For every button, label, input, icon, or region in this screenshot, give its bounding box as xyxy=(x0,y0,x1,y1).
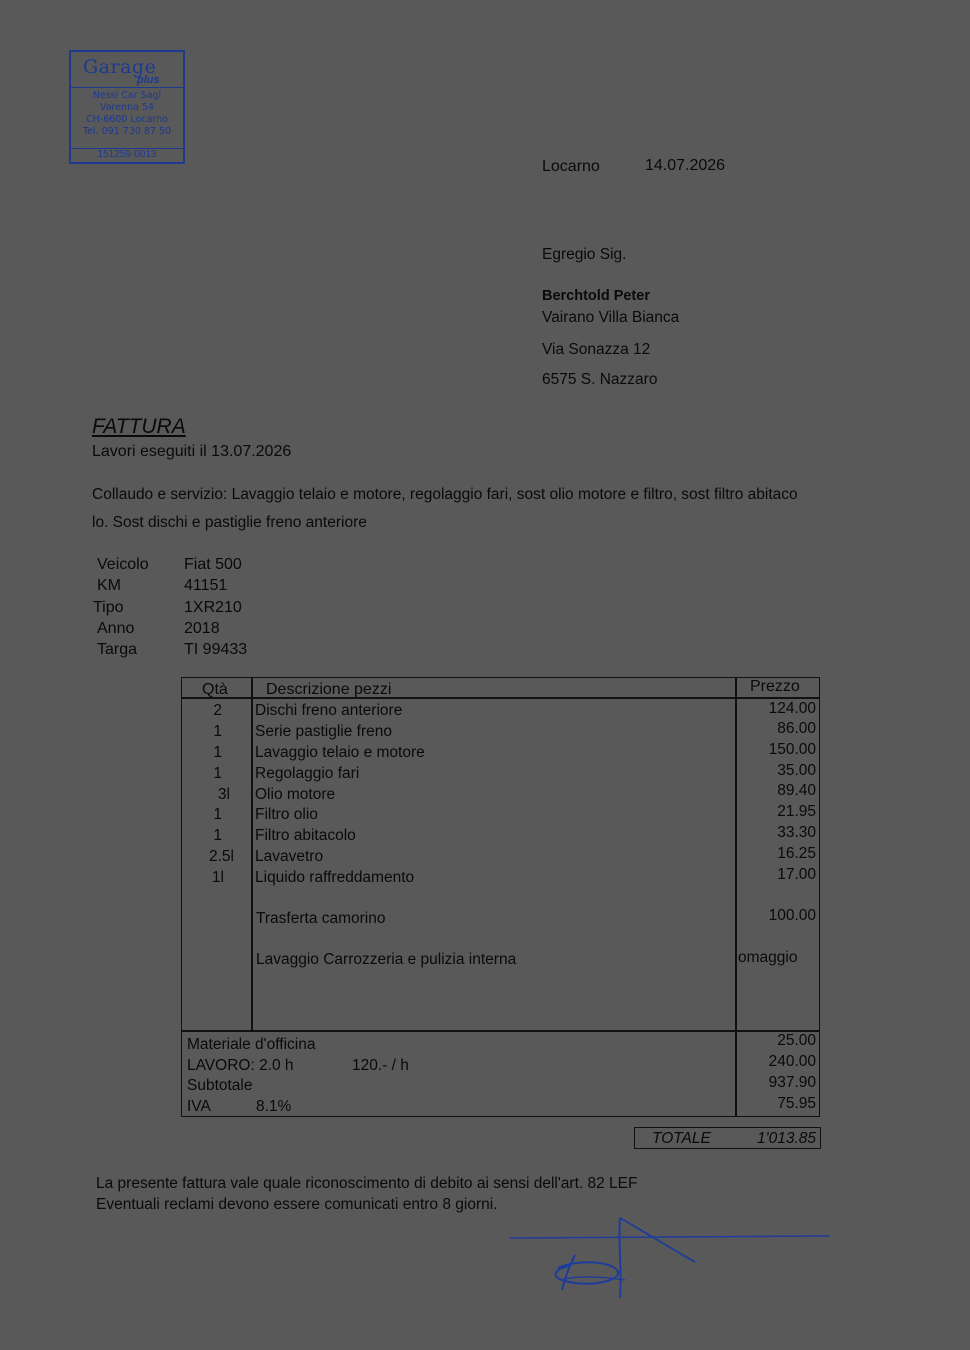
recipient-salutation: Egregio Sig. xyxy=(542,246,627,263)
stamp-line: Nessi Car Sagl xyxy=(92,90,162,101)
summary-value: 25.00 xyxy=(777,1032,816,1049)
row-qty: 2 xyxy=(213,702,222,719)
row-qty: 1 xyxy=(213,827,222,844)
company-stamp xyxy=(69,50,185,164)
row-description: Lavaggio telaio e motore xyxy=(255,744,425,761)
stamp-brand: Garage xyxy=(83,56,157,78)
row-description: Filtro olio xyxy=(255,806,318,823)
row-price: omaggio xyxy=(738,949,798,966)
vehicle-value: TI 99433 xyxy=(184,641,248,658)
row-qty: 1 xyxy=(213,806,222,823)
row-description: Serie pastiglie freno xyxy=(255,723,392,740)
row-price: 100.00 xyxy=(768,907,816,924)
summary-label: Materiale d'officina xyxy=(187,1036,316,1053)
vehicle-label: KM xyxy=(97,577,121,594)
total-value: 1'013.85 xyxy=(757,1130,816,1147)
vehicle-value: 1XR210 xyxy=(184,599,242,616)
row-price: 21.95 xyxy=(777,803,816,820)
row-description: Regolaggio fari xyxy=(255,765,360,782)
vehicle-label: Tipo xyxy=(93,599,124,616)
complaints-note: Eventuali reclami devono essere comunicati entro 8 giorni. xyxy=(96,1196,498,1213)
document-title: FATTURA xyxy=(92,415,186,438)
total-label: TOTALE xyxy=(652,1130,711,1147)
summary-label: Subtotale xyxy=(187,1077,253,1094)
invoice-date: 14.07.2026 xyxy=(645,157,726,174)
stamp-number: 151259-0013 xyxy=(97,149,157,160)
stamp-brand-sub: plus xyxy=(137,74,160,86)
row-description: Lavaggio Carrozzeria e pulizia interna xyxy=(256,951,517,968)
row-price: 89.40 xyxy=(777,782,816,799)
vehicle-value: Fiat 500 xyxy=(184,556,242,573)
stamp-divider xyxy=(71,87,183,88)
row-qty: 3l xyxy=(217,786,230,803)
table-col-divider xyxy=(251,677,253,1030)
recipient-line2: Via Sonazza 12 xyxy=(542,341,651,358)
summary-value: 937.90 xyxy=(768,1074,816,1091)
row-price: 16.25 xyxy=(777,845,816,862)
col-header-qty: Qtà xyxy=(202,681,228,698)
row-price: 86.00 xyxy=(777,720,816,737)
work-description-line2: lo. Sost dischi e pastiglie freno anteriore xyxy=(92,514,367,531)
summary-label: LAVORO: 2.0 h xyxy=(187,1057,294,1074)
vehicle-label: Targa xyxy=(97,641,138,658)
recipient-name: Berchtold Peter xyxy=(542,288,650,304)
summary-note: 8.1% xyxy=(256,1098,292,1115)
work-date: Lavori eseguiti il 13.07.2026 xyxy=(92,443,292,460)
table-summary-divider xyxy=(181,1030,820,1032)
row-qty: 1 xyxy=(213,744,222,761)
work-description-line1: Collaudo e servizio: Lavaggio telaio e motore, regolaggio fari, sost olio motore e filtro, sost filtro abitaco xyxy=(92,486,798,503)
row-description: Filtro abitacolo xyxy=(255,827,356,844)
summary-value: 75.95 xyxy=(777,1095,816,1112)
vehicle-label: Veicolo xyxy=(97,556,149,573)
row-description: Lavavetro xyxy=(255,848,324,865)
recipient-line3: 6575 S. Nazzaro xyxy=(542,371,658,388)
vehicle-value: 2018 xyxy=(184,620,220,637)
row-description: Olio motore xyxy=(255,786,336,803)
col-header-price: Prezzo xyxy=(750,678,800,695)
row-qty: 1 xyxy=(213,765,222,782)
row-qty: 1 xyxy=(213,723,222,740)
row-price: 124.00 xyxy=(768,700,816,717)
row-qty: 2.5l xyxy=(209,848,234,865)
row-price: 17.00 xyxy=(777,866,816,883)
summary-note: 120.- / h xyxy=(352,1057,409,1074)
vehicle-value: 41151 xyxy=(184,577,228,594)
summary-label: IVA xyxy=(187,1098,211,1115)
row-description: Liquido raffreddamento xyxy=(255,869,415,886)
stamp-line: CH-6600 Locarno xyxy=(86,114,168,125)
signature xyxy=(500,1210,840,1305)
vehicle-label: Anno xyxy=(97,620,135,637)
row-price: 150.00 xyxy=(768,741,816,758)
legal-note: La presente fattura vale quale riconoscimento di debito ai sensi dell'art. 82 LEF xyxy=(96,1175,638,1192)
row-description: Trasferta camorino xyxy=(256,910,386,927)
stamp-line: Varenna 54 xyxy=(99,102,155,113)
col-header-description: Descrizione pezzi xyxy=(266,681,392,698)
stamp-line: Tel. 091 730 87 50 xyxy=(82,126,172,137)
recipient-line1: Vairano Villa Bianca xyxy=(542,309,680,326)
row-qty: 1l xyxy=(211,869,224,886)
summary-value: 240.00 xyxy=(768,1053,816,1070)
stamp-address xyxy=(71,90,183,138)
row-price: 33.30 xyxy=(777,824,816,841)
row-description: Dischi freno anteriore xyxy=(255,702,403,719)
row-price: 35.00 xyxy=(777,762,816,779)
invoice-place: Locarno xyxy=(542,158,600,175)
